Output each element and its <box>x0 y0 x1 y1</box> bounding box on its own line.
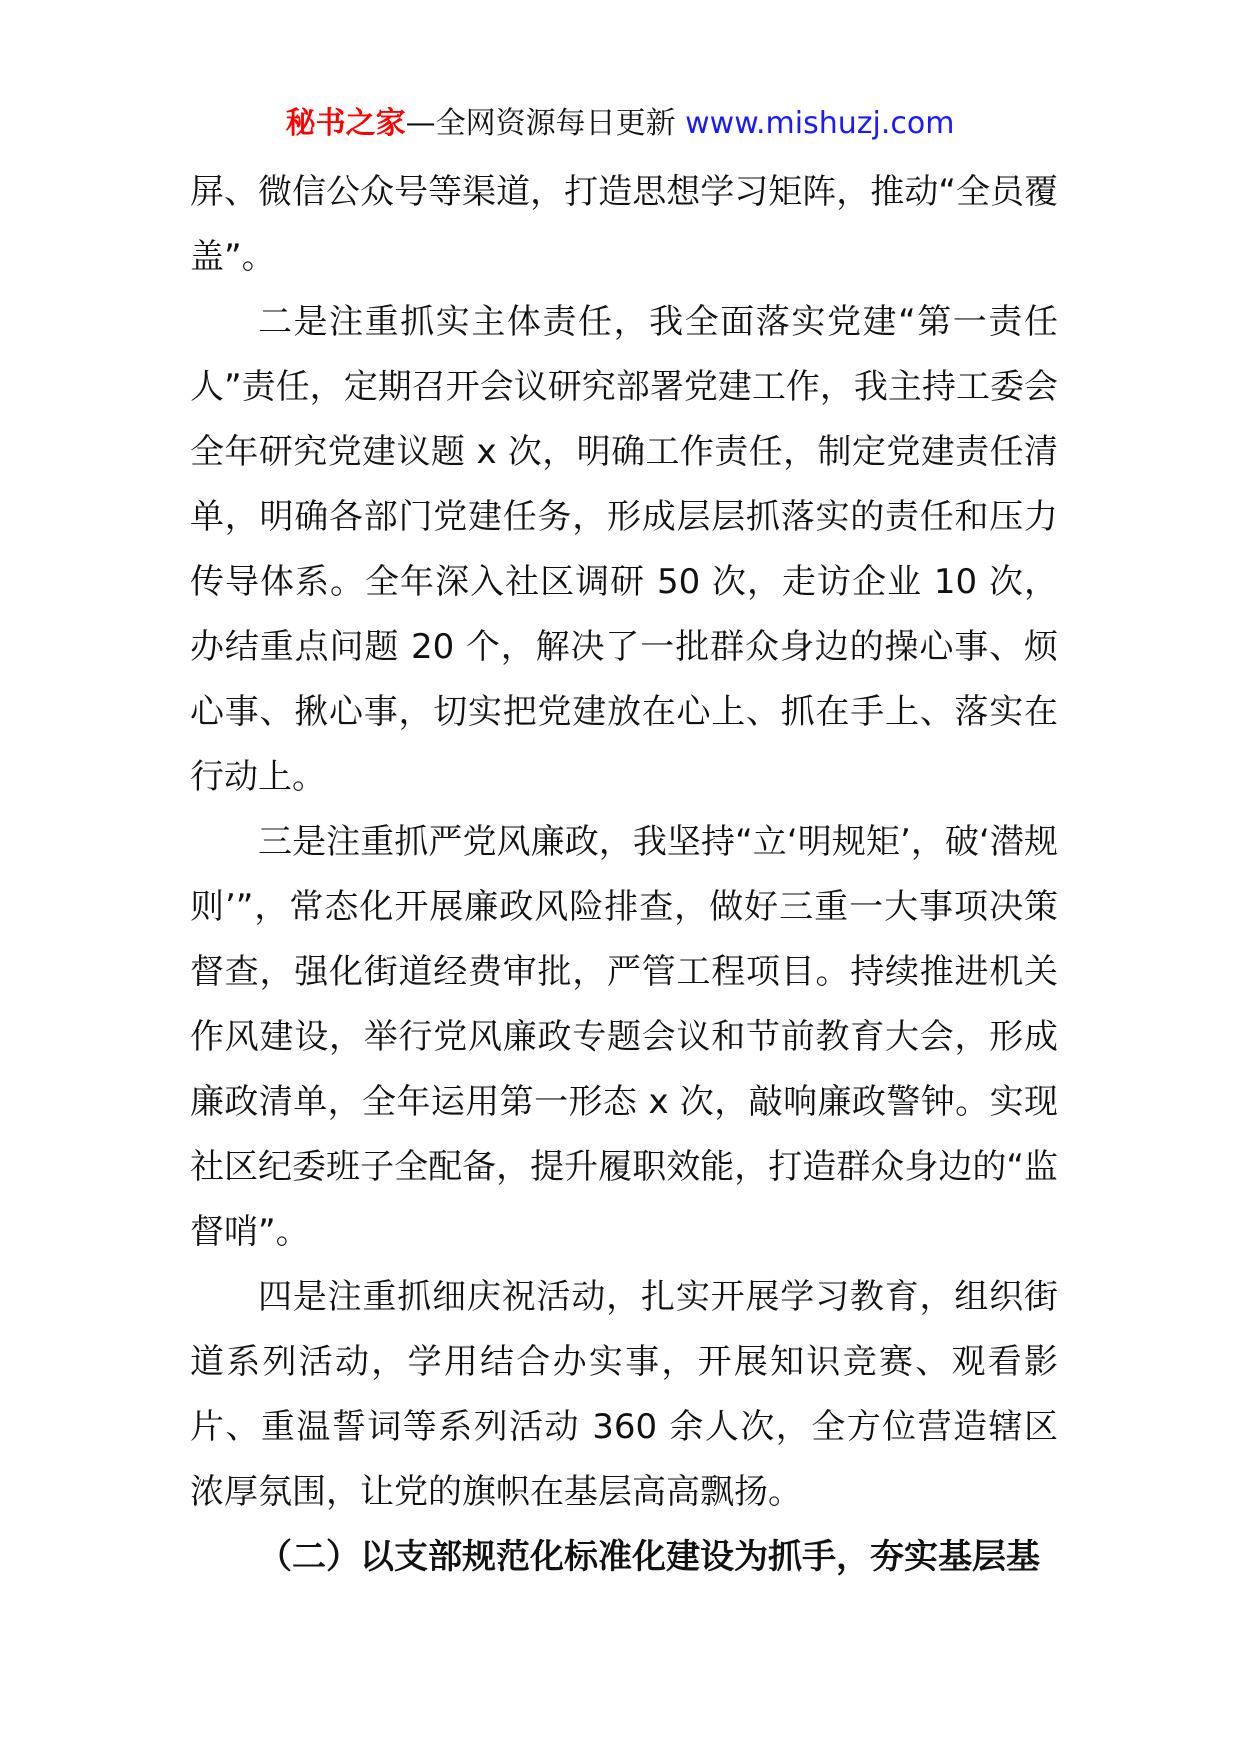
document-body <box>190 160 1058 1590</box>
paragraph-responsibility: 二是注重抓实主体责任，我全面落实党建“第一责任人”责任，定期召开会议研究部署党建工作，我主持工委会全年研究党建议题 x 次，明确工作责任，制定党建责任清单，明确各部门党建任务，形成层层抓落实的责任和压力传导体系。全年深入社区调研 50 次，走访企业 10 次，办结重点问题 20 个，解决了一批群众身边的操心事、烦心事、揪心事，切实把党建放在心上、抓在手上、落实在行动上。 <box>190 302 1058 797</box>
header-slogan: —全网资源每日更新 <box>405 106 686 141</box>
paragraph-continuation: 屏、微信公众号等渠道，打造思想学习矩阵，推动“全员覆盖”。 <box>190 172 1058 277</box>
page-header <box>0 100 1240 148</box>
website-link[interactable]: www.mishuzj.com <box>685 106 955 141</box>
brand-name: 秘书之家 <box>285 106 406 141</box>
paragraph-integrity: 三是注重抓严党风廉政，我坚持“立‘明规矩’，破‘潜规则’”，常态化开展廉政风险排查，做好三重一大事项决策督查，强化街道经费审批，严管工程项目。持续推进机关作风建设，举行党风廉政专题会议和节前教育大会，形成廉政清单，全年运用第一形态 x 次，敲响廉政警钟。实现社区纪委班子全配备，提升履职效能，打造群众身边的“监督哨”。 <box>190 822 1058 1252</box>
paragraph-celebration: 四是注重抓细庆祝活动，扎实开展学习教育，组织街道系列活动，学用结合办实事，开展知识竞赛、观看影片、重温誓词等系列活动 360 余人次，全方位营造辖区浓厚氛围，让党的旗帜在基层高高飘扬。 <box>190 1277 1058 1512</box>
section-heading: （二）以支部规范化标准化建设为抓手，夯实基层基 <box>258 1537 1040 1577</box>
